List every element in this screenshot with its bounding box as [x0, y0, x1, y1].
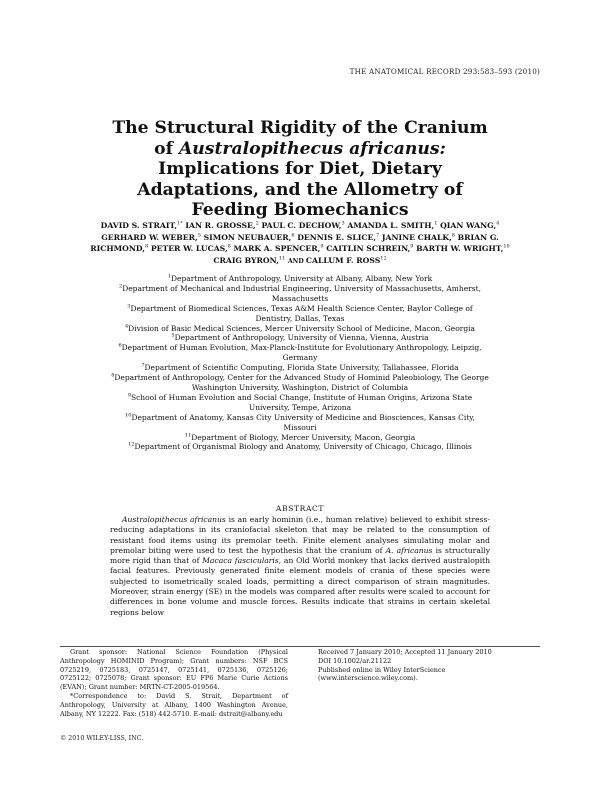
affiliation-text: Department of Biomedical Sciences, Texas A&M Health Science Center, Baylor College of Dentistry, Dallas, Texas — [130, 303, 473, 323]
author-name: DAVID S. STRAIT,$^{1*}$ — [100, 220, 183, 230]
author-name: QIAN WANG,$^4$ — [440, 220, 500, 230]
affiliation-marker: 12 — [128, 441, 135, 448]
title-line-2-prefix: of — [154, 138, 179, 159]
affiliation — [108, 343, 492, 363]
author-name: CAITLIN SCHREIN,$^9$ — [326, 243, 414, 254]
grant-footnote: Grant sponsor: National Science Foundation (Physical Anthropology HOMINID Program); Grant numbers: NSF BCS 0725219, 0725183, 0725147, 0725141, 0725136, 0725126; 0725122; 0725078; Grant sponsor: EU FP6 Marie Curie Actions (EVAN); Grant number: MRTN-CT-2005-019564. — [60, 648, 288, 692]
author-name: PAUL C. DECHOW,$^3$ — [261, 220, 345, 230]
affiliation — [108, 363, 492, 373]
affiliation-marker: 6 — [118, 342, 122, 349]
author-affiliation-marker: 8 — [144, 243, 149, 250]
author-list — [90, 220, 510, 267]
affiliation — [108, 373, 492, 393]
footnotes-left — [60, 648, 288, 718]
affiliation-list — [108, 274, 492, 452]
author-name: PETER W. LUCAS,$^8$ — [150, 243, 231, 254]
author-conjunction: AND — [287, 257, 306, 265]
affiliation — [108, 433, 492, 443]
running-head: THE ANATOMICAL RECORD 293:583–593 (2010) — [349, 67, 540, 76]
author-name: CRAIG BYRON,$^{11}$ — [213, 255, 286, 265]
abstract-heading: ABSTRACT — [275, 504, 325, 513]
doi: DOI 10.1002/ar.21122 — [318, 656, 392, 665]
affiliation — [108, 304, 492, 324]
title-line-5: Feeding Biomechanics — [191, 200, 409, 220]
author-affiliation-marker: 8 — [451, 232, 455, 239]
received-accepted: Received 7 January 2010; Accepted 11 January 2010 — [318, 648, 492, 656]
abstract-text-2: is structurally more rigid than that of — [110, 545, 490, 566]
affiliation-marker: 3 — [127, 303, 131, 310]
copyright-notice: © 2010 WILEY-LISS, INC. — [60, 735, 144, 742]
author-affiliation-marker: 3 — [341, 220, 345, 227]
affiliation-text: Department of Human Evolution, Max-Planck-Institute for Evolutionary Anthropology, Leipzig, Germany — [121, 343, 482, 363]
affiliation-marker: 2 — [119, 283, 123, 290]
abstract-body — [110, 515, 490, 618]
affiliation-marker: 10 — [125, 412, 132, 419]
author-affiliation-marker: 11 — [278, 255, 286, 262]
footnotes-right — [318, 648, 540, 683]
title-line-1: The Structural Rigidity of the Cranium — [112, 118, 488, 138]
author-name: SIMON NEUBAUER,$^6$ — [203, 232, 295, 242]
abstract-italic-3: Macaca fascicularis — [202, 556, 279, 566]
author-affiliation-marker: 8 — [227, 243, 231, 250]
author-name: BRIAN G. RICHMOND,$^8$ — [90, 232, 499, 254]
author-affiliation-marker: 9 — [410, 243, 414, 250]
author-name: AMANDA L. SMITH,$^1$ — [347, 220, 438, 230]
affiliation-text: School of Human Evolution and Social Change, Institute of Human Origins, Arizona State University, Tempe, Arizona — [130, 392, 473, 412]
affiliation-text: Department of Anatomy, Kansas City University of Medicine and Biosciences, Kansas City, Missouri — [131, 412, 475, 432]
author-affiliation-marker: 7 — [376, 232, 380, 239]
affiliation — [108, 333, 492, 343]
affiliation-marker: 5 — [171, 332, 175, 339]
affiliation-text: Department of Scientific Computing, Florida State University, Tallahassee, Florida — [144, 363, 459, 373]
title-species-name: Australopithecus africanus: — [178, 138, 446, 159]
author-affiliation-marker: 2 — [255, 220, 259, 227]
abstract-text-1: is an early hominin (i.e., human relative) believed to exhibit stress-reducing adaptations in its craniofacial skeleton that may be related to the consumption of resistant food items using its premolar teeth. Finite element analyses simulating molar and premolar biting were used to test the hypothesis that the cranium of — [110, 515, 490, 555]
abstract-italic-1: Australopithecus africanus — [122, 515, 226, 524]
author-affiliation-marker: 1 — [434, 220, 438, 227]
published-online: Published online in Wiley InterScience (www.interscience.wiley.com). — [318, 665, 446, 683]
title-line-3: Implications for Diet, Dietary — [158, 159, 442, 179]
title-line-2 — [60, 139, 540, 160]
affiliation — [108, 442, 492, 452]
affiliation-text: Department of Anthropology, University at Albany, Albany, New York — [171, 274, 433, 283]
affiliation-text: Division of Basic Medical Sciences, Mercer University School of Medicine, Macon, Georgia — [128, 323, 476, 333]
author-affiliation-marker: 10 — [503, 243, 510, 250]
affiliation-marker: 8 — [111, 372, 115, 379]
affiliation — [108, 393, 492, 413]
author-name: CALLUM F. ROSS$^{12}$ — [305, 255, 387, 265]
affiliation — [108, 284, 492, 304]
author-name: DENNIS E. SLICE,$^7$ — [297, 232, 380, 242]
affiliation — [108, 274, 492, 284]
correspondence-footnote: *Correspondence to: David S. Strait, Department of Anthropology, University at Albany, 1400 Washington Avenue, Albany, NY 12222. Fax: (518) 442-5710. E-mail: dstrait@albany.edu — [60, 691, 288, 718]
author-name: BARTH W. WRIGHT,$^{10}$ — [416, 243, 510, 254]
affiliation — [108, 413, 492, 433]
author-name: JANINE CHALK,$^8$ — [381, 232, 455, 242]
author-affiliation-marker: 6 — [291, 232, 295, 239]
article-title — [60, 118, 540, 221]
abstract-text-3: , an Old World monkey that lacks derived australopith facial features. Previously generated finite element models of crania of these species were subjected to isometrically scaled loads, permitting a direct comparison of strain magnitudes. Moreover, strain energy (SE) in the models was compared after results were scaled to account for differences in bone volume and muscle forces. Results indicate that strains in certain skeletal regions below — [110, 556, 491, 617]
author-affiliation-marker: 9 — [320, 243, 324, 250]
affiliation-text: Department of Anthropology, Center for the Advanced Study of Hominid Paleobiology, The George Washington University, Washington, District of Columbia — [114, 373, 489, 392]
affiliation-marker: 9 — [127, 392, 131, 399]
author-affiliation-marker: 5 — [197, 232, 201, 239]
author-affiliation-marker: 12 — [380, 255, 387, 262]
affiliation-text: Department of Anthropology, University of Vienna, Vienna, Austria — [174, 333, 429, 343]
affiliation-text: Department of Biology, Mercer University, Macon, Georgia — [191, 432, 416, 442]
title-line-4: Adaptations, and the Allometry of — [137, 179, 463, 200]
affiliation-marker: 11 — [184, 432, 192, 438]
affiliation — [108, 324, 492, 334]
affiliation-marker: 1 — [167, 273, 171, 280]
affiliation-marker: 7 — [141, 362, 145, 369]
affiliation-text: Department of Organismal Biology and Anatomy, University of Chicago, Chicago, Illinois — [134, 442, 472, 452]
author-name: IAN R. GROSSE,$^2$ — [185, 220, 259, 230]
abstract-italic-2: A. africanus — [385, 545, 433, 555]
footnote-divider — [60, 646, 540, 647]
author-affiliation-marker: 1* — [177, 220, 183, 227]
affiliation-marker: 4 — [124, 323, 129, 330]
author-name: GERHARD W. WEBER,$^5$ — [101, 232, 201, 242]
author-name: MARK A. SPENCER,$^9$ — [233, 243, 324, 254]
affiliation-text: Department of Mechanical and Industrial Engineering, University of Massachusetts, Amherst, Massachusetts — [122, 283, 481, 303]
author-affiliation-marker: 4 — [496, 220, 500, 227]
